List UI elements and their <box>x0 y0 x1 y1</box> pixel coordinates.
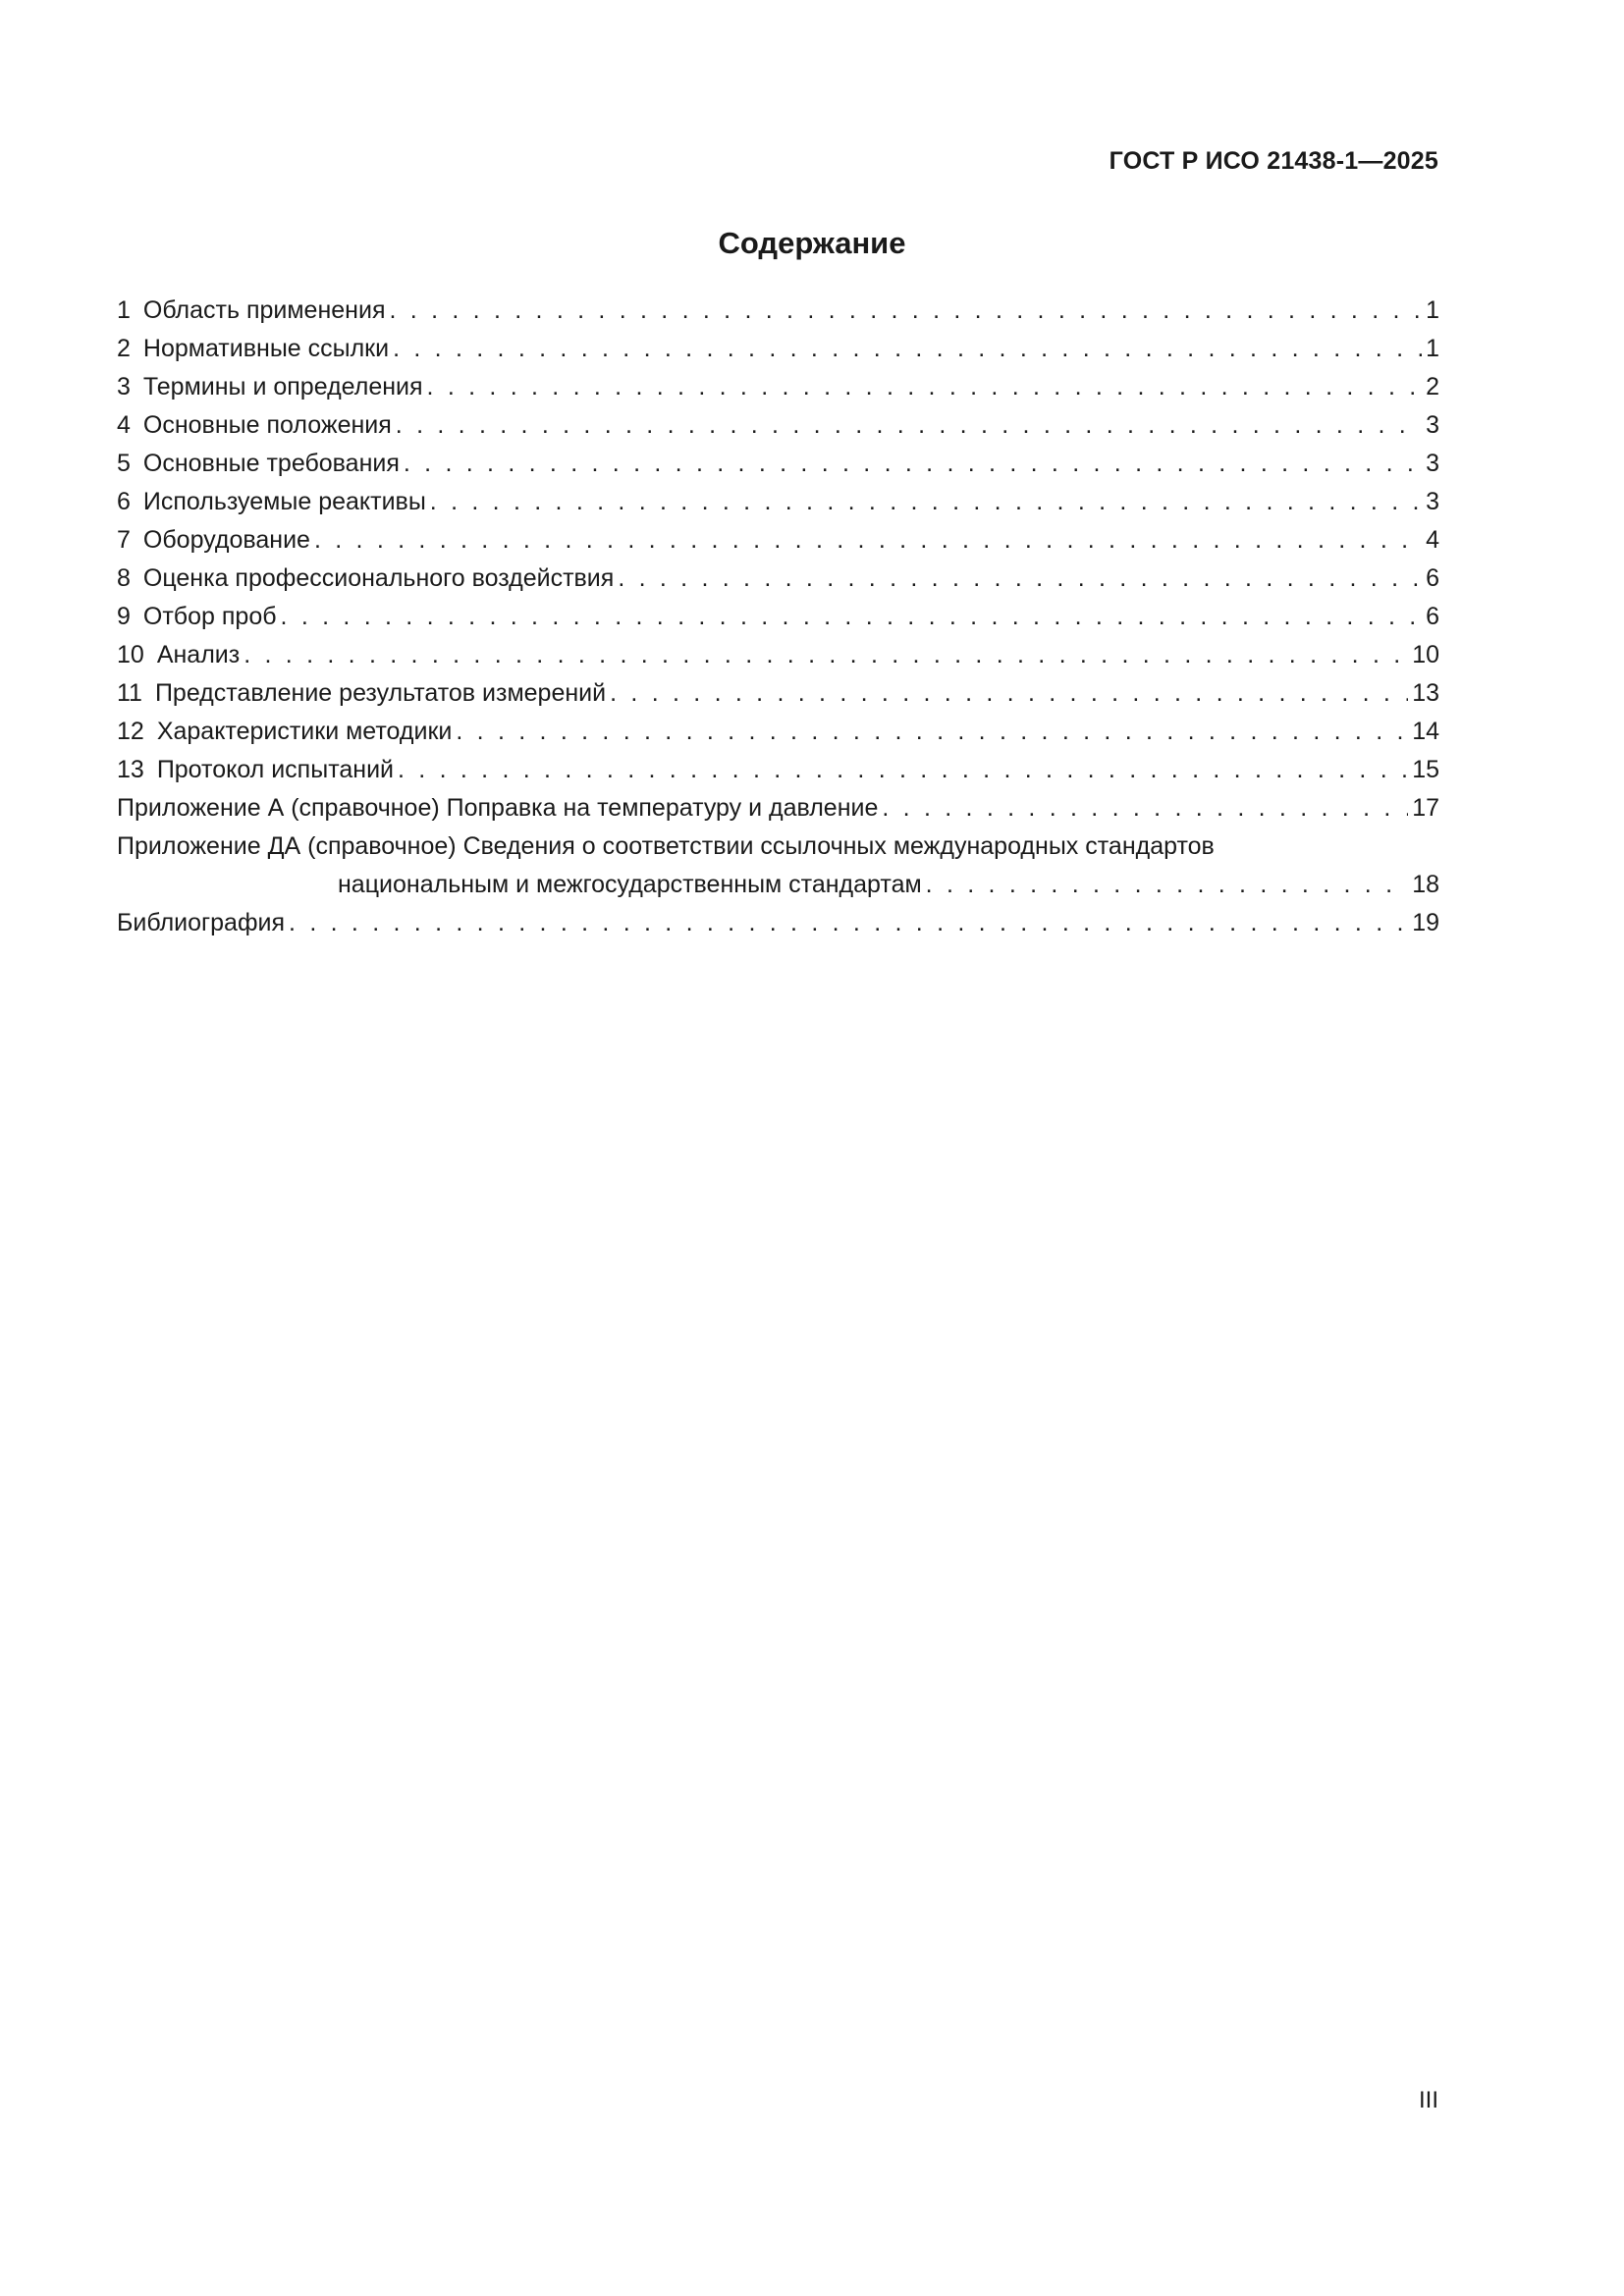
toc-item-text: Библиография <box>117 909 286 936</box>
toc-item-text: Термины и определения <box>142 373 423 400</box>
toc-item-page: 6 <box>1426 603 1439 630</box>
toc-item-text: Приложение А (справочное) Поправка на температуру и давление <box>117 794 879 822</box>
toc-item-number: 13 <box>117 756 144 783</box>
document-code: ГОСТ Р ИСО 21438-1—2025 <box>1109 147 1438 175</box>
toc-item-number: 1 <box>117 296 131 324</box>
toc-item-label <box>117 445 400 483</box>
toc-item-page: 3 <box>1426 488 1439 515</box>
dot-leader <box>427 368 1423 406</box>
toc-item-page: 1 <box>1426 296 1439 324</box>
toc-item-text: Представление результатов измерений <box>154 679 607 707</box>
toc-bibliography[interactable] <box>117 904 1439 942</box>
toc-item-label <box>117 598 277 636</box>
toc-item-text: Оборудование <box>142 526 310 554</box>
toc-item-label <box>117 674 606 713</box>
toc-item-label <box>117 483 426 521</box>
toc-item-6[interactable] <box>117 483 1439 521</box>
toc-appendix-da-line2[interactable] <box>117 866 1439 904</box>
toc-item-label <box>117 713 452 751</box>
toc-item-page: 1 <box>1426 335 1439 362</box>
toc-item-number: 2 <box>117 335 131 362</box>
toc-item-page: 13 <box>1412 679 1439 707</box>
toc-item-page: 15 <box>1412 756 1439 783</box>
toc-item-number: 8 <box>117 564 131 592</box>
dot-leader <box>314 521 1422 560</box>
toc-item-page: 10 <box>1412 641 1439 668</box>
dot-leader <box>244 636 1408 674</box>
toc-item-text: Анализ <box>156 641 241 668</box>
dot-leader <box>396 406 1422 445</box>
toc-item-9[interactable] <box>117 598 1439 636</box>
toc-item-1[interactable] <box>117 292 1439 330</box>
toc-item-label <box>117 521 310 560</box>
toc-appendix-a[interactable] <box>117 789 1439 828</box>
dot-leader <box>404 445 1422 483</box>
dot-leader <box>430 483 1422 521</box>
page-number: III <box>1418 2087 1438 2113</box>
toc-item-page: 3 <box>1426 450 1439 477</box>
toc-item-7[interactable] <box>117 521 1439 560</box>
toc-item-label <box>117 560 614 598</box>
dot-leader <box>610 674 1408 713</box>
toc-appendix-da-line1[interactable]: Приложение ДА (справочное) Сведения о соответствии ссылочных международных стандартов <box>117 832 1215 860</box>
toc-item-page: 6 <box>1426 564 1439 592</box>
toc-item-text: Нормативные ссылки <box>142 335 390 362</box>
toc-item-text: Область применения <box>142 296 386 324</box>
dot-leader <box>393 330 1422 368</box>
toc-item-text: национальным и межгосударственным стандартам <box>338 871 922 898</box>
toc-item-number: 12 <box>117 718 144 745</box>
toc-item-page: 4 <box>1426 526 1439 554</box>
dot-leader <box>289 904 1408 942</box>
toc-item-2[interactable] <box>117 330 1439 368</box>
toc-item-11[interactable] <box>117 674 1439 713</box>
toc-item-label <box>117 406 392 445</box>
page-title: Содержание <box>718 226 906 260</box>
toc-item-number: 10 <box>117 641 144 668</box>
toc-item-3[interactable] <box>117 368 1439 406</box>
dot-leader <box>618 560 1422 598</box>
toc-item-label <box>117 292 385 330</box>
toc-item-10[interactable] <box>117 636 1439 674</box>
dot-leader <box>882 789 1408 828</box>
toc-item-text: Основные положения <box>142 411 392 439</box>
toc-item-text: Используемые реактивы <box>142 488 426 515</box>
toc-item-text: Протокол испытаний <box>156 756 394 783</box>
toc-item-number: 11 <box>117 679 142 707</box>
toc-item-page: 2 <box>1426 373 1439 400</box>
toc-item-label <box>117 330 389 368</box>
toc-item-label <box>117 368 423 406</box>
toc-item-page: 14 <box>1412 718 1439 745</box>
dot-leader <box>281 598 1423 636</box>
toc-item-number: 7 <box>117 526 131 554</box>
toc-item-13[interactable] <box>117 751 1439 789</box>
toc-item-4[interactable] <box>117 406 1439 445</box>
toc-item-5[interactable] <box>117 445 1439 483</box>
dot-leader <box>926 866 1409 904</box>
toc-item-number: 3 <box>117 373 131 400</box>
dot-leader <box>398 751 1408 789</box>
table-of-contents <box>117 292 1439 942</box>
toc-item-page: 19 <box>1412 909 1439 936</box>
toc-item-number: 5 <box>117 450 131 477</box>
toc-item-text: Основные требования <box>142 450 400 477</box>
toc-item-page: 18 <box>1412 871 1439 898</box>
toc-item-12[interactable] <box>117 713 1439 751</box>
toc-item-number: 6 <box>117 488 131 515</box>
toc-item-page: 3 <box>1426 411 1439 439</box>
toc-item-label <box>117 636 240 674</box>
toc-item-text: Оценка профессионального воздействия <box>142 564 615 592</box>
toc-item-text: Отбор проб <box>142 603 277 630</box>
dot-leader <box>456 713 1408 751</box>
toc-item-8[interactable] <box>117 560 1439 598</box>
toc-item-text: Характеристики методики <box>156 718 453 745</box>
toc-item-number: 4 <box>117 411 131 439</box>
toc-item-page: 17 <box>1412 794 1439 822</box>
dot-leader <box>389 292 1422 330</box>
toc-item-number: 9 <box>117 603 131 630</box>
toc-item-label <box>117 751 394 789</box>
